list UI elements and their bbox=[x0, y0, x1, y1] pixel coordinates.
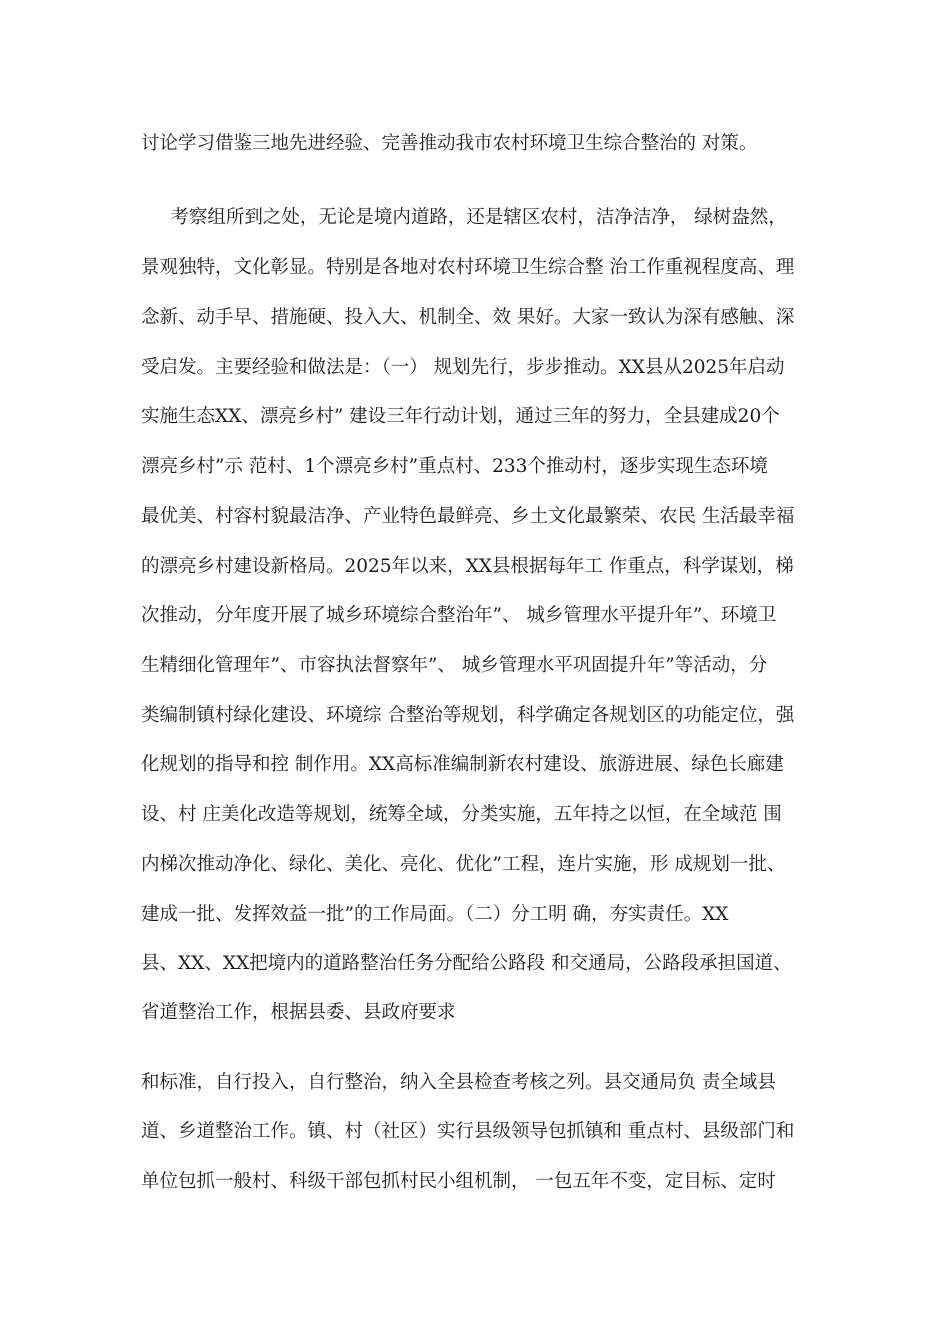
text-line: 省道整治工作，根据县委、县政府要求 bbox=[141, 1002, 456, 1023]
text-line: 讨论学习借鉴三地先进经验、完善推动我市农村环境卫生综合整治的 对策。 bbox=[141, 133, 758, 154]
text-line: 的漂亮乡村建设新格局。2025年以来，XX县根据每年工 作重点，科学谋划，梯 bbox=[141, 556, 794, 577]
text-line: 类编制镇村绿化建设、环境综 合整治等规划，科学确定各规划区的功能定位，强 bbox=[141, 705, 795, 726]
text-line: 实施生态XX、漂亮乡村” 建设三年行动计划，通过三年的努力，全县建成20个 bbox=[141, 406, 780, 427]
text-line: 单位包抓一般村、科级干部包抓村民小组机制， 一包五年不变，定目标、定时 bbox=[141, 1171, 776, 1192]
text-line: 道、乡道整治工作。镇、村（社区）实行县级领导包抓镇和 重点村、县级部门和 bbox=[141, 1121, 795, 1142]
text-line: 次推动，分年度开展了城乡环境综合整治年”、 城乡管理水平提升年”、环境卫 bbox=[141, 605, 777, 626]
text-line: 漂亮乡村”示 范村、1个漂亮乡村”重点村、233个推动村，逐步实现生态环境 bbox=[141, 456, 768, 477]
text-line: 最优美、村容村貌最洁净、产业特色最鲜亮、乡土文化最繁荣、农民 生活最幸福 bbox=[141, 506, 795, 527]
text-line: 县、XX、XX把境内的道路整治任务分配给公路段 和交通局，公路段承担国道、 bbox=[141, 953, 792, 974]
text-line: 建成一批、发挥效益一批”的工作局面。（二）分工明 确，夯实责任。XX bbox=[141, 904, 729, 925]
text-line: 生精细化管理年”、市容执法督察年”、 城乡管理水平巩固提升年”等活动，分 bbox=[141, 655, 768, 676]
text-line: 化规划的指导和控 制作用。XX高标准编制新农村建设、旅游进展、绿色长廊建 bbox=[141, 754, 784, 775]
text-line: 和标准，自行投入，自行整治，纳入全县检查考核之列。县交通局负 责全域县 bbox=[141, 1072, 776, 1093]
text-line: 考察组所到之处，无论是境内道路，还是辖区农村，洁净洁净， 绿树盎然， bbox=[141, 207, 787, 228]
text-line: 景观独特，文化彰显。特别是各地对农村环境卫生综合整 治工作重视程度高、理 bbox=[141, 257, 795, 278]
text-line: 念新、动手早、措施硬、投入大、机制全、效 果好。大家一致认为深有感触、深 bbox=[141, 307, 795, 328]
text-line: 设、村 庄美化改造等规划，统筹全域，分类实施，五年持之以恒，在全域范 围 bbox=[141, 804, 782, 825]
text-line: 内梯次推动净化、绿化、美化、亮化、优化”工程，连片实施，形 成规划一批、 bbox=[141, 854, 786, 875]
text-line: 受启发。主要经验和做法是：（一） 规划先行，步步推动。XX县从2025年启动 bbox=[141, 357, 785, 378]
